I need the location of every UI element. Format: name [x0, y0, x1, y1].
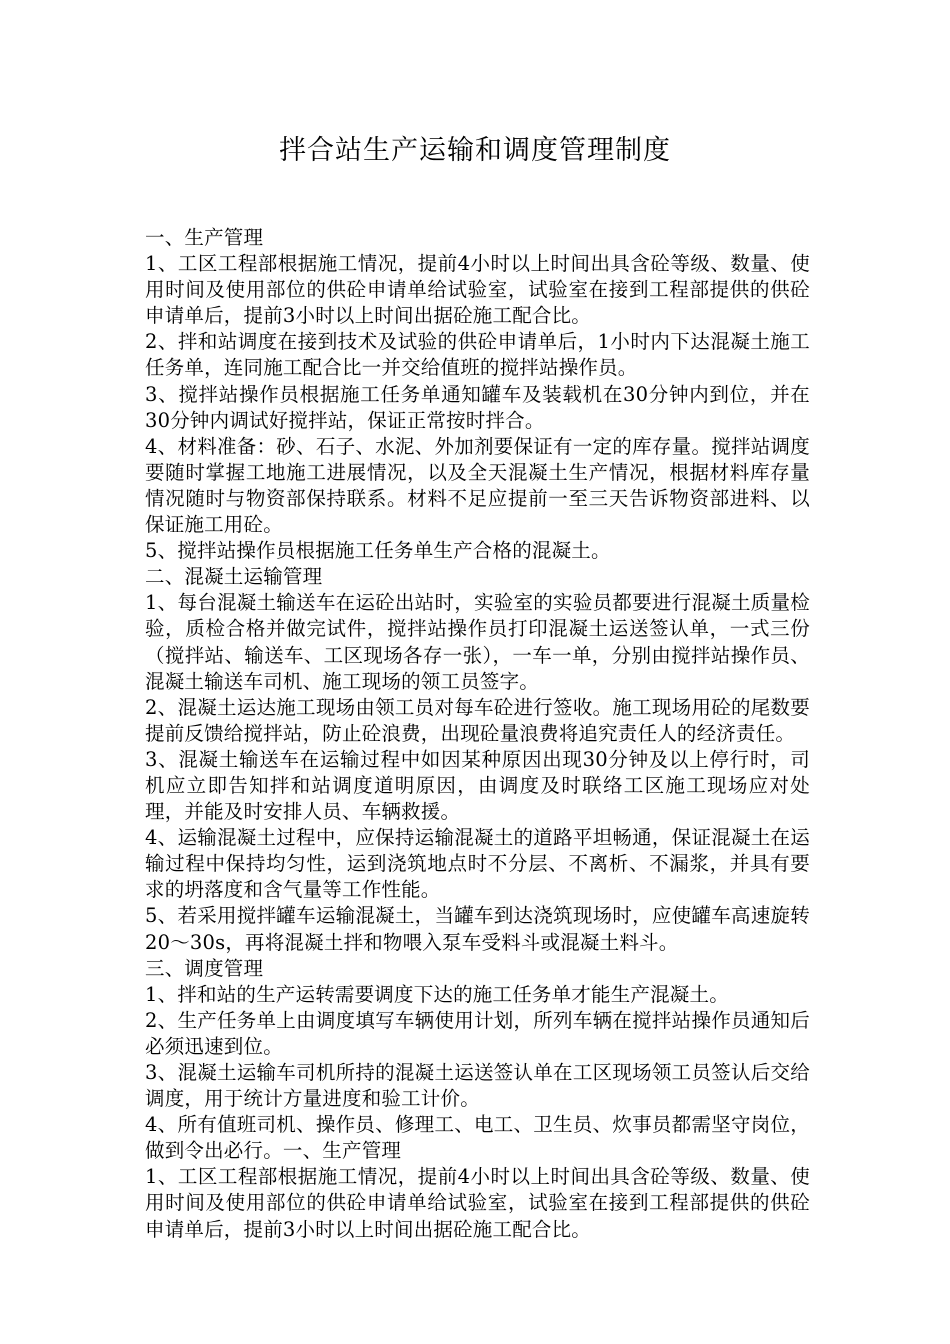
production-item-4: 4、材料准备：砂、石子、水泥、外加剂要保证有一定的库存量。搅拌站调度要随时掌握工地施工进展情况，以及全天混凝土生产情况，根据材料库存量情况随时与物资部保持联系。材料不足应提前一至三天告诉物资部进料、以保证施工用砼。 [145, 434, 810, 537]
transport-item-1: 1、每台混凝土输送车在运砼出站时，实验室的实验员都要进行混凝土质量检验，质检合格并做完试件，搅拌站操作员打印混凝土运送签认单，一式三份（搅拌站、输送车、工区现场各存一张），一车一单，分别由搅拌站操作员、混凝土输送车司机、施工现场的领工员签字。 [145, 591, 810, 693]
transport-item-3: 3、混凝土输送车在运输过程中如因某种原因出现30分钟及以上停行时，司机应立即告知拌和站调度道明原因，由调度及时联络工区施工现场应对处理，并能及时安排人员、车辆救援。 [145, 747, 810, 824]
dispatch-item-3: 3、混凝土运输车司机所持的混凝土运送签认单在工区现场领工员签认后交给调度，用于统计方量进度和验工计价。 [145, 1061, 810, 1111]
document-body [145, 225, 810, 1243]
dispatch-item-4: 4、所有值班司机、操作员、修理工、电工、卫生员、炊事员都需坚守岗位，做到令出必行。一、生产管理 [145, 1113, 810, 1163]
repeated-production-item-1: 1、工区工程部根据施工情况，提前4小时以上时间出具含砼等级、数量、使用时间及使用部位的供砼申请单给试验室，试验室在接到工程部提供的供砼申请单后，提前3小时以上时间出据砼施工配合比。 [145, 1165, 810, 1241]
transport-item-2: 2、混凝土运达施工现场由领工员对每车砼进行签收。施工现场用砼的尾数要提前反馈给搅拌站，防止砼浪费，出现砼量浪费将追究责任人的经济责任。 [145, 695, 810, 745]
section-heading-production: 一、生产管理 [145, 226, 264, 249]
transport-item-5: 5、若采用搅拌罐车运输混凝土，当罐车到达浇筑现场时，应使罐车高速旋转20～30s，再将混凝土拌和物喂入泵车受料斗或混凝土料斗。 [145, 904, 810, 954]
section-heading-transport: 二、混凝土运输管理 [145, 565, 323, 589]
production-item-5: 5、搅拌站操作员根据施工任务单生产合格的混凝土。 [145, 539, 611, 563]
production-item-1: 1、工区工程部根据施工情况，提前4小时以上时间出具含砼等级、数量、使用时间及使用部位的供砼申请单给试验室，试验室在接到工程部提供的供砼申请单后，提前3小时以上时间出据砼施工配合比。 [145, 252, 810, 328]
transport-item-4: 4、运输混凝土过程中，应保持运输混凝土的道路平坦畅通，保证混凝土在运输过程中保持均匀性，运到浇筑地点时不分层、不离析、不漏浆，并具有要求的坍落度和含气量等工作性能。 [145, 826, 810, 902]
dispatch-item-1: 1、拌和站的生产运转需要调度下达的施工任务单才能生产混凝土。 [145, 982, 729, 1006]
page-title: 拌合站生产运输和调度管理制度 [279, 135, 671, 166]
production-item-2: 2、拌和站调度在接到技术及试验的供砼申请单后，1小时内下达混凝土施工任务单，连同施工配合比一并交给值班的搅拌站操作员。 [145, 330, 810, 380]
dispatch-item-2: 2、生产任务单上由调度填写车辆使用计划，所列车辆在搅拌站操作员通知后必须迅速到位。 [145, 1008, 810, 1058]
production-item-3: 3、搅拌站操作员根据施工任务单通知罐车及装载机在30分钟内到位，并在30分钟内调试好搅拌站，保证正常按时拌合。 [145, 382, 810, 432]
section-heading-dispatch: 三、调度管理 [145, 956, 264, 980]
